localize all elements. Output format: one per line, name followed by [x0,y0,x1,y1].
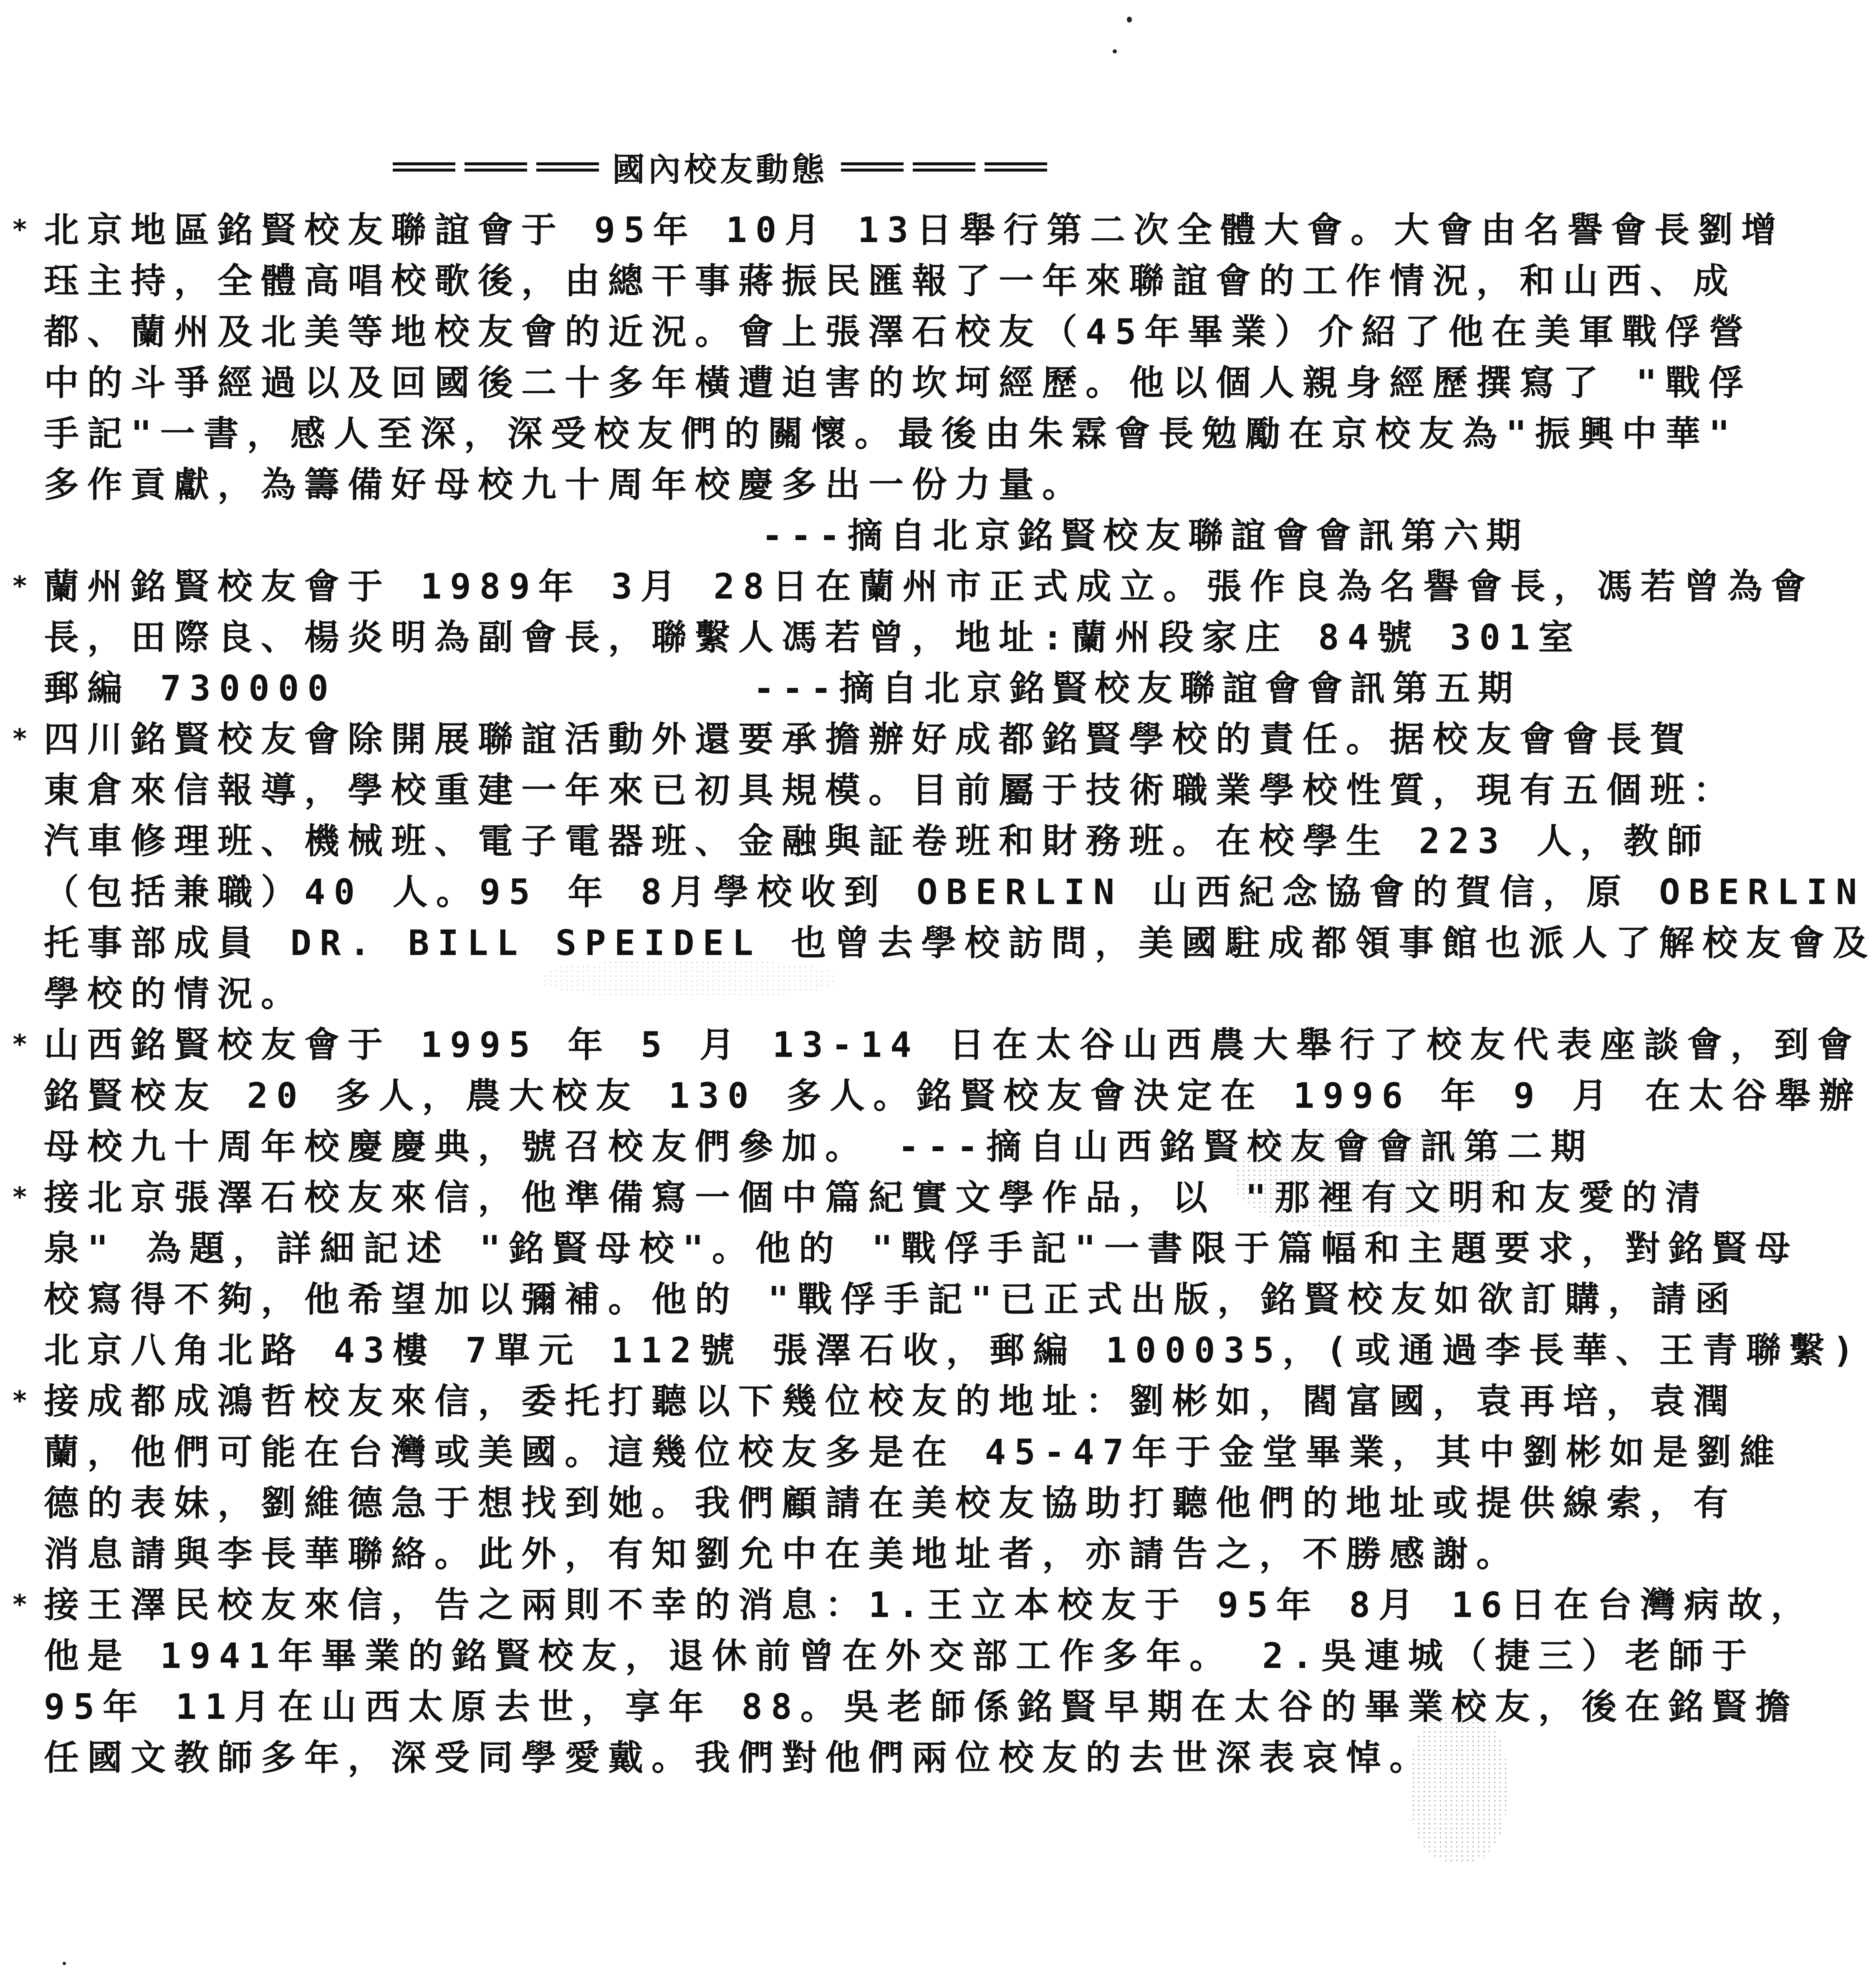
text-line: 學校的情況。 [44,973,305,1014]
text-line: 四川銘賢校友會除開展聯誼活動外還要承擔辦好成都銘賢學校的責任。据校友會會長賀 [44,719,1694,760]
text-line: 汽車修理班、機械班、電子電器班、金融與証卷班和財務班。在校學生 223 人，教師 [44,821,1710,862]
page-title-row [355,148,1085,189]
text-line: 東倉來信報導，學校重建一年來已初具規模。目前屬于技術職業學校性質，現有五個班： [44,770,1737,811]
news-item-zhang-letter [12,1172,1862,1376]
text-line: 銘賢校友 20 多人，農大校友 130 多人。銘賢校友會決定在 1996 年 9 月 在太谷舉辦 [44,1075,1862,1116]
double-rule [841,162,904,172]
text-line: 托事部成員 DR. BILL SPEIDEL 也曾去學校訪問，美國駐成都領事館也派人了解校友會及 [44,922,1876,963]
text-line: （包括兼職）40 人。95 年 8月學校收到 OBERLIN 山西紀念協會的賀信，原 OBERLIN [44,872,1866,912]
double-rule [465,162,527,172]
bullet-asterisk: * [12,724,28,755]
news-item-shanxi [12,1019,1862,1172]
news-item-cheng-letter [12,1376,1783,1579]
text-line: 消息請與李長華聯絡。此外，有知劉允中在美地址者，亦請告之，不勝感謝。 [44,1534,1520,1574]
scan-speck [1113,49,1117,53]
bullet-asterisk: * [12,571,28,602]
scan-speck [1127,17,1132,23]
text-line: 蘭州銘賢校友會于 1989年 3月 28日在蘭州市正式成立。張作良為名譽會長，馮若曾為會 [44,566,1814,607]
bullet-asterisk: * [12,1386,28,1417]
text-line: 95年 11月在山西太原去世，享年 88。吳老師係銘賢早期在太谷的畢業校友，後在銘賢擔 [44,1686,1799,1727]
text-line: 他是 1941年畢業的銘賢校友，退休前曾在外交部工作多年。 2.吳連城（捷三）老師于 [44,1635,1755,1676]
news-item-sichuan [12,714,1876,1019]
text-line: 山西銘賢校友會于 1995 年 5 月 13-14 日在太谷山西農大舉行了校友代表座談會，到會 [44,1024,1861,1065]
postcode-source-row [44,663,1520,714]
text-line: 接北京張澤石校友來信，他準備寫一個中篇紀實文學作品，以 "那裡有文明和友愛的清 [44,1177,1709,1218]
text-line: 德的表妹，劉維德急于想找到她。我們顧請在美校友協助打聽他們的地址或提供線索，有 [44,1483,1737,1524]
text-line: 蘭，他們可能在台灣或美國。這幾位校友多是在 45-47年于金堂畢業，其中劉彬如是劉維 [44,1432,1783,1473]
source-citation: ---摘自北京銘賢校友聯誼會會訊第六期 [762,515,1529,556]
text-line: 中的斗爭經過以及回國後二十多年橫遭迫害的坎坷經歷。他以個人親身經歷撰寫了 "戰俘 [44,362,1752,403]
double-rule [536,162,599,172]
page-title: 國內校友動態 [612,151,828,189]
text-line: 手記"一書，感人至深，深受校友們的關懷。最後由朱霖會長勉勵在京校友為"振興中華" [44,413,1738,454]
text-line: 多作貢獻，為籌備好母校九十周年校慶多出一份力量。 [44,464,1086,505]
text-line: 北京地區銘賢校友聯誼會于 95年 10月 13日舉行第二次全體大會。大會由名譽會長劉增 [44,210,1785,250]
double-rule [913,162,975,172]
text-line: 北京八角北路 43樓 7單元 112號 張澤石收，郵編 100035，(或通過李長華、王青聯繫) [44,1330,1862,1371]
text-line: 母校九十周年校慶慶典，號召校友們參加。 ---摘自山西銘賢校友會會訊第二期 [44,1126,1594,1167]
text-line: 接成都成鴻哲校友來信，委托打聽以下幾位校友的地址：劉彬如，閻富國，袁再培，袁潤 [44,1381,1737,1422]
title-rule-left [393,162,599,172]
source-citation: ---摘自北京銘賢校友聯誼會會訊第五期 [753,668,1520,709]
double-rule [985,162,1047,172]
bullet-asterisk: * [12,1029,28,1060]
postcode: 郵編 730000 [44,668,337,709]
text-line: 校寫得不夠，他希望加以彌補。他的 "戰俘手記"已正式出版，銘賢校友如欲訂購，請函 [44,1279,1738,1320]
news-item-lanzhou [12,561,1814,714]
bullet-asterisk: * [12,215,28,245]
bullet-asterisk: * [12,1589,28,1620]
text-line: 接王澤民校友來信，告之兩則不幸的消息：1.王立本校友于 95年 8月 16日在台灣病故， [44,1584,1814,1625]
text-line: 都、蘭州及北美等地校友會的近況。會上張澤石校友（45年畢業）介紹了他在美軍戰俘營 [44,311,1752,352]
news-item-wang-letter [12,1579,1814,1783]
news-list [12,205,1876,1783]
text-line: 長，田際良、楊炎明為副會長，聯繫人馮若曾，地址:蘭州段家庄 84號 301室 [44,617,1582,658]
double-rule [393,162,455,172]
bullet-asterisk: * [12,1182,28,1213]
scan-speck [63,1962,66,1965]
text-line: 珏主持，全體高唱校歌後，由總干事蔣振民匯報了一年來聯誼會的工作情況，和山西、成 [44,260,1737,301]
title-rule-right [841,162,1047,172]
text-line: 泉" 為題，詳細記述 "銘賢母校"。他的 "戰俘手記"一書限于篇幅和主題要求，對銘賢母 [44,1228,1799,1269]
news-item-beijing [12,205,1785,561]
text-line: 任國文教師多年，深受同學愛戴。我們對他們兩位校友的去世深表哀悼。 [44,1737,1433,1778]
